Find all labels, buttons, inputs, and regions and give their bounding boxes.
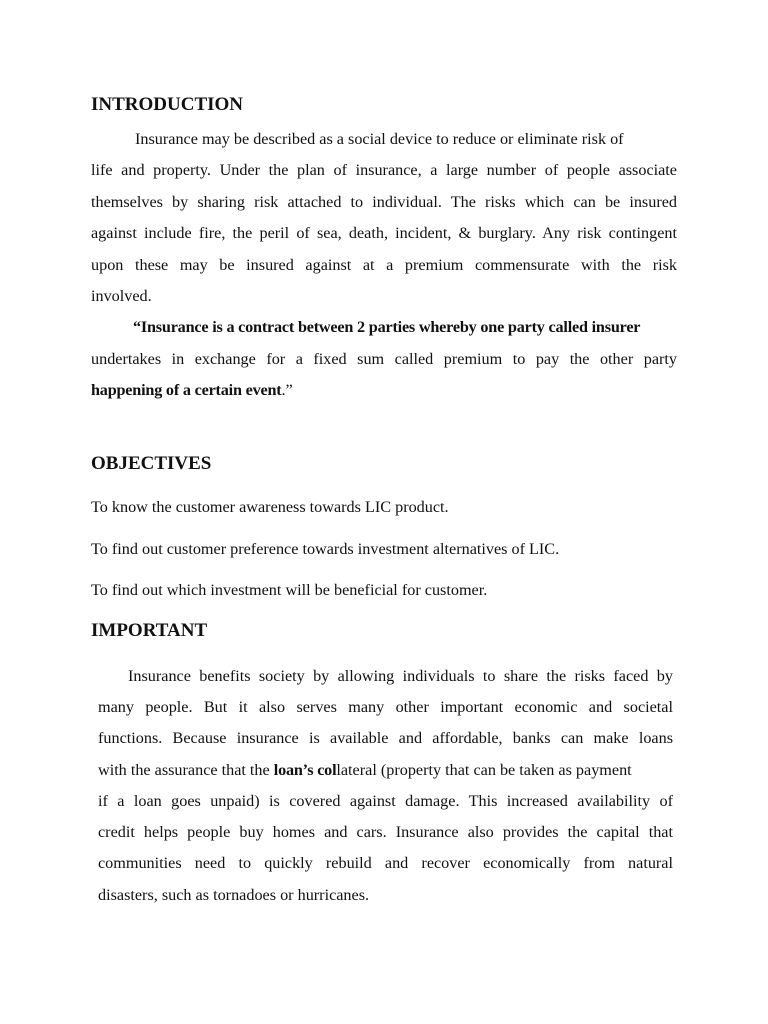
important-line-2: many people. But it also serves many other important economic and societal: [98, 698, 673, 716]
important-line-5: if a loan goes unpaid) is covered against damage. This increased availability of: [98, 792, 673, 810]
intro-line-1: Insurance may be described as a social device to reduce or eliminate risk of: [135, 130, 624, 148]
important-line-4-bold: loan’s col: [273, 761, 337, 779]
intro-line-2: life and property. Under the plan of insurance, a large number of people associate: [91, 161, 677, 179]
quote-line-2: undertakes in exchange for a fixed sum called premium to pay the other party: [91, 350, 677, 368]
objectives-heading: OBJECTIVES: [91, 453, 212, 474]
important-line-6: credit helps people buy homes and cars. Insurance also provides the capital that: [98, 823, 673, 841]
intro-line-3: themselves by sharing risk attached to individual. The risks which can be insured: [91, 193, 677, 211]
important-line-1: Insurance benefits society by allowing individuals to share the risks faced by: [128, 667, 673, 685]
important-line-4-pre: with the assurance that the: [98, 761, 274, 779]
objective-item-3: To find out which investment will be beneficial for customer.: [91, 581, 488, 599]
important-line-4-post: lateral (property that can be taken as payment: [336, 761, 632, 779]
important-line-7: communities need to quickly rebuild and recover economically from natural: [98, 854, 673, 872]
intro-line-6: involved.: [91, 287, 152, 305]
objective-item-1: To know the customer awareness towards LIC product.: [91, 498, 449, 516]
objective-item-2: To find out customer preference towards investment alternatives of LIC.: [91, 540, 560, 558]
intro-line-4: against include fire, the peril of sea, death, incident, & burglary. Any risk contingent: [91, 224, 677, 242]
quote-line-3-tail: .”: [281, 381, 293, 399]
important-line-4: [98, 760, 632, 780]
quote-line-3: [91, 380, 293, 400]
intro-line-5: upon these may be insured against at a premium commensurate with the risk: [91, 256, 677, 274]
important-line-8: disasters, such as tornadoes or hurricanes.: [98, 886, 370, 904]
introduction-heading: INTRODUCTION: [91, 94, 244, 115]
important-heading: IMPORTANT: [91, 620, 208, 641]
important-line-3: functions. Because insurance is available and affordable, banks can make loans: [98, 729, 673, 747]
quote-line-3-bold: happening of a certain event: [91, 381, 282, 399]
quote-line-1: “Insurance is a contract between 2 parties whereby one party called insurer: [133, 318, 641, 336]
